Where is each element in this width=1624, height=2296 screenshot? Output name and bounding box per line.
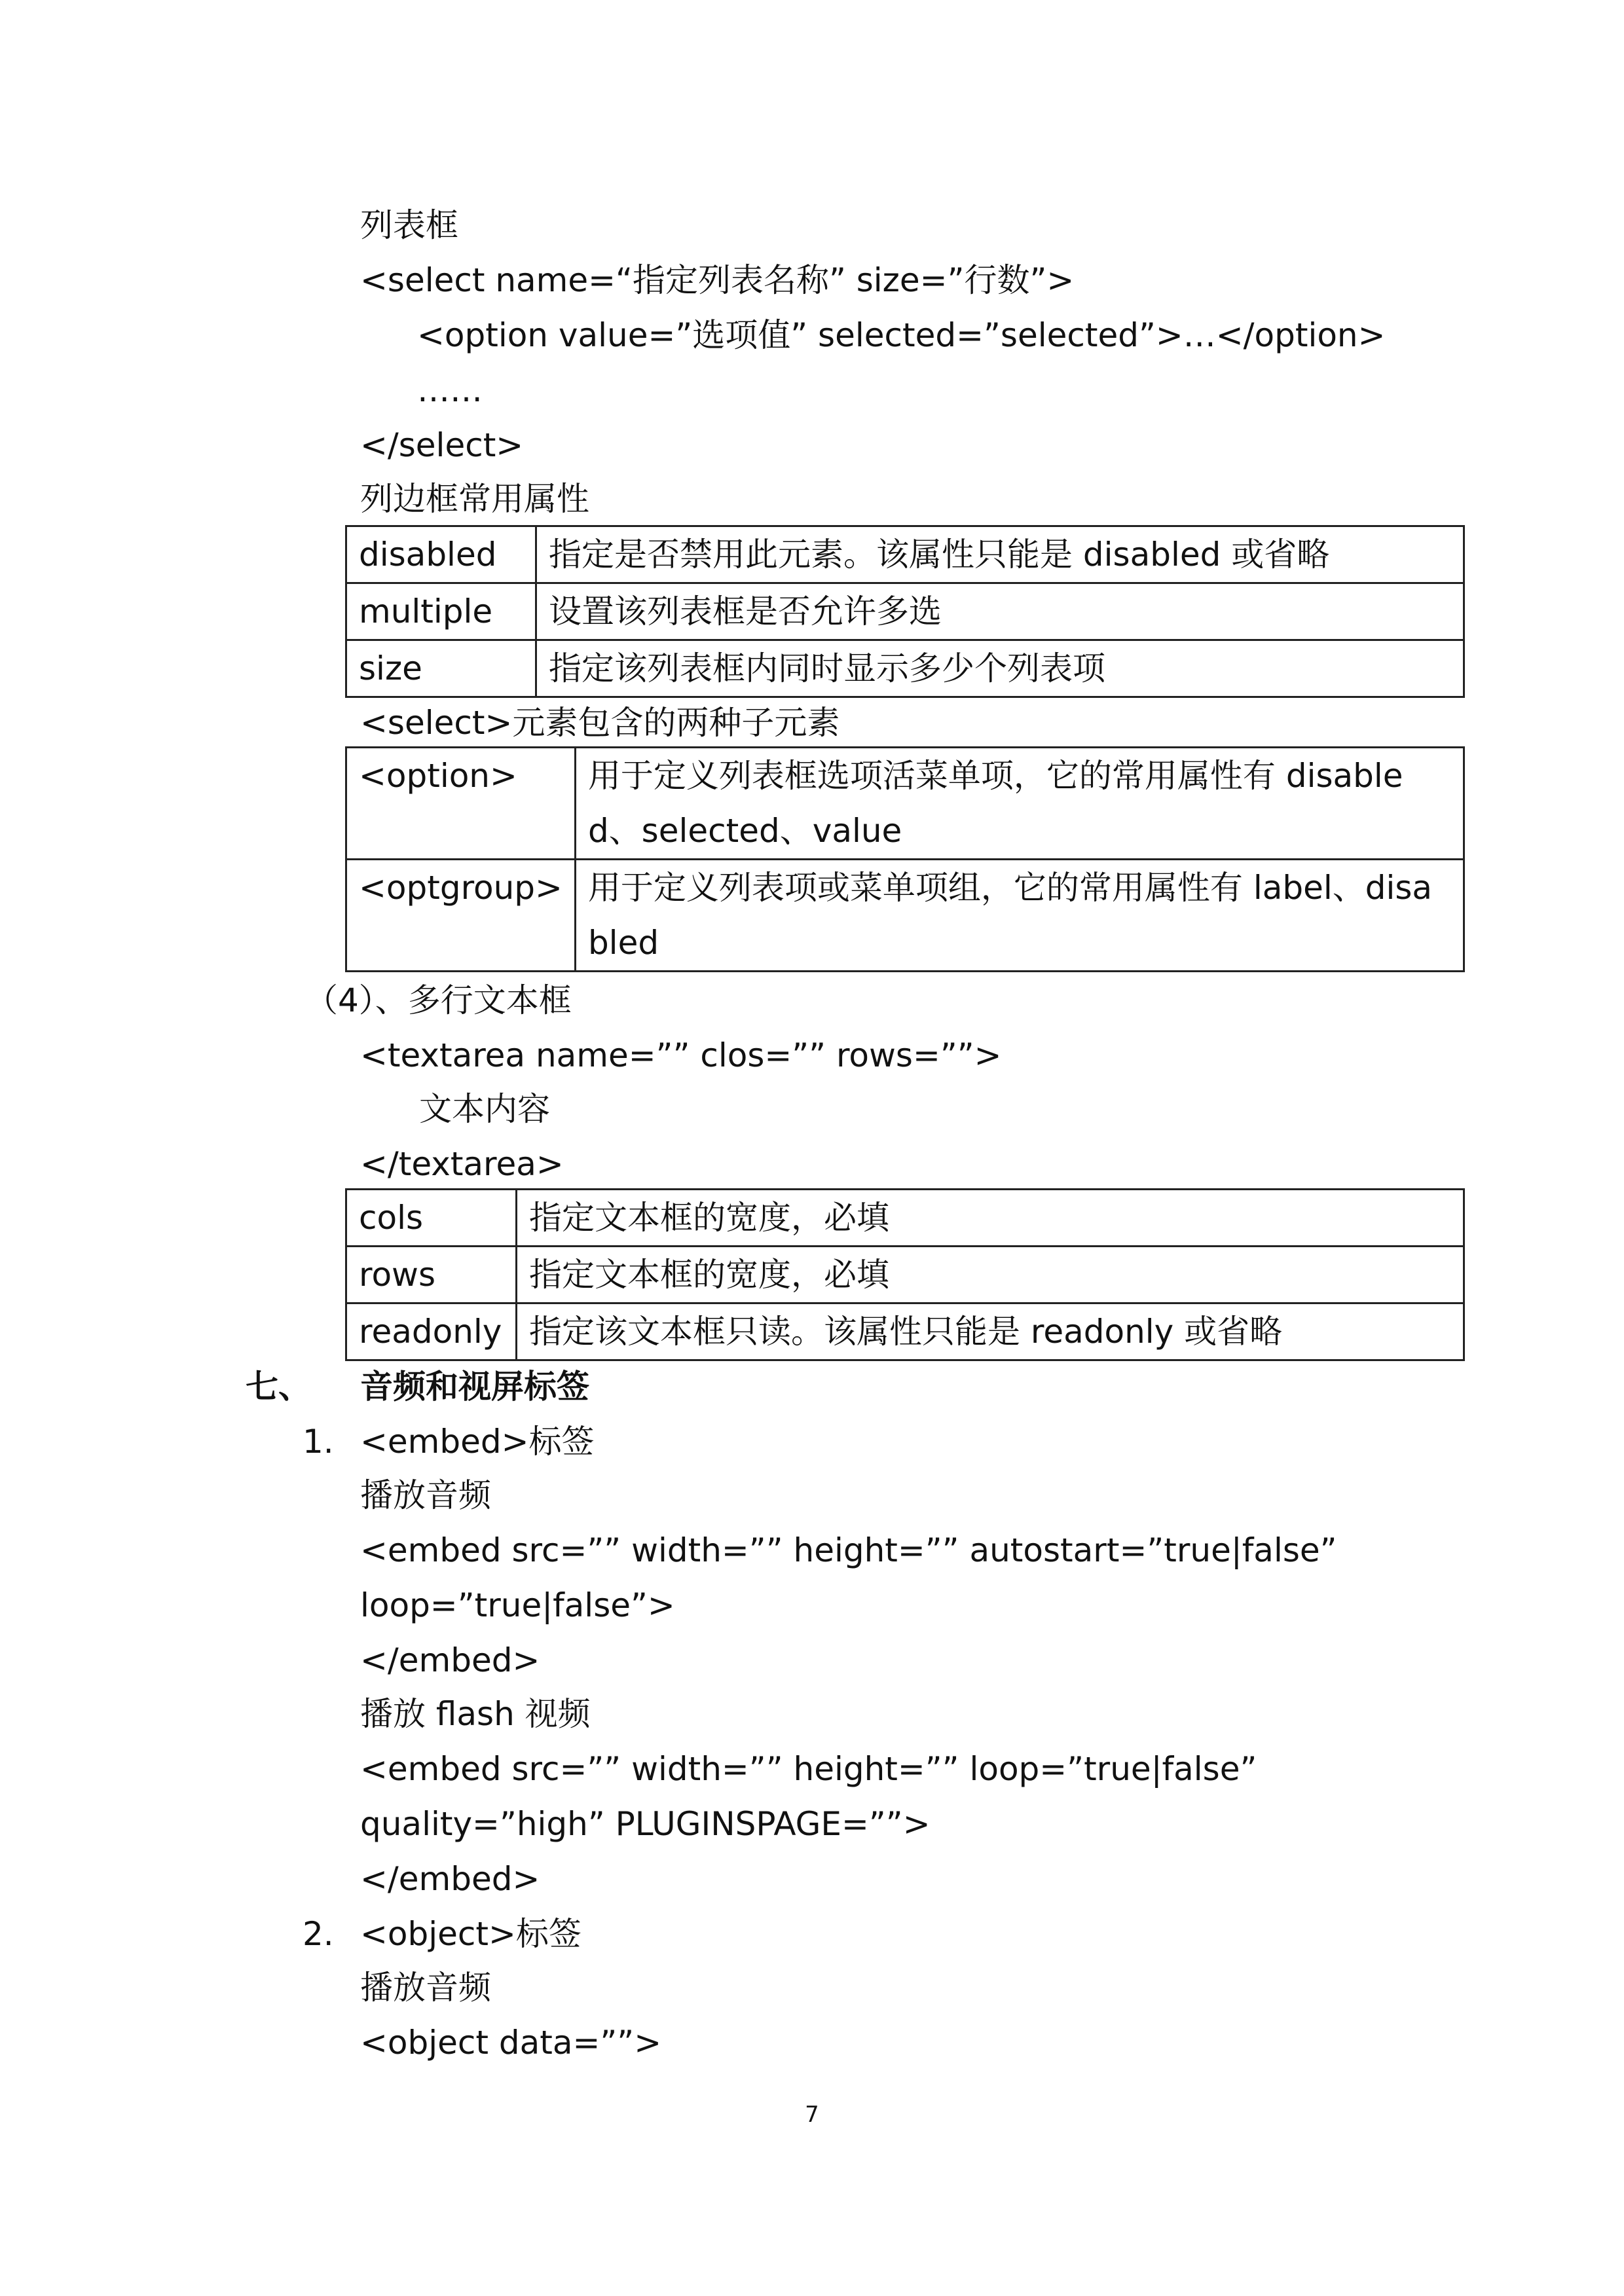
- child-name: <optgroup>: [346, 860, 576, 972]
- table-row: [346, 1303, 1464, 1360]
- attr-name: rows: [346, 1247, 517, 1303]
- attr-desc: 指定该列表框内同时显示多少个列表项: [536, 640, 1464, 697]
- embed-audio-code-1: <embed src=”” width=”” height=”” autostart=”true|false”: [360, 1531, 1337, 1569]
- select-attrs-table: [345, 525, 1465, 698]
- child-name: <option>: [346, 748, 576, 860]
- attr-name: size: [346, 640, 536, 697]
- page-number: 7: [805, 2102, 819, 2128]
- embed-flash-heading: 播放 flash 视频: [360, 1695, 591, 1733]
- chapter-number: 七、: [246, 1368, 311, 1406]
- select-heading: 列表框: [360, 206, 458, 244]
- textarea-code-content: 文本内容: [419, 1090, 550, 1128]
- embed-flash-code-2: quality=”high” PLUGINSPAGE=””>: [360, 1805, 931, 1843]
- table-row: [346, 640, 1464, 697]
- embed-title: <embed>标签: [360, 1423, 595, 1461]
- select-code-option: <option value=”选项值” selected=”selected”>…</option>: [417, 316, 1386, 354]
- chapter-title: 音频和视屏标签: [360, 1368, 589, 1406]
- embed-audio-heading: 播放音频: [360, 1476, 491, 1514]
- child-desc: 用于定义列表框选项活菜单项，它的常用属性有 disabled、selected、value: [575, 748, 1464, 860]
- attr-desc: 指定文本框的宽度，必填: [517, 1247, 1464, 1303]
- textarea-heading: （4）、多行文本框: [305, 981, 572, 1019]
- attr-name: disabled: [346, 526, 536, 583]
- select-attrs-heading: 列边框常用属性: [360, 480, 589, 518]
- embed-audio-code-3: </embed>: [360, 1641, 540, 1679]
- select-children-heading: <select>元素包含的两种子元素: [360, 704, 840, 742]
- textarea-code-open: <textarea name=”” clos=”” rows=””>: [360, 1036, 1002, 1074]
- select-code-ellipsis: ……: [417, 371, 483, 409]
- table-row: [346, 526, 1464, 583]
- attr-name: cols: [346, 1190, 517, 1247]
- object-number: 2.: [303, 1915, 334, 1953]
- attr-desc: 指定该文本框只读。该属性只能是 readonly 或省略: [517, 1303, 1464, 1360]
- object-code-1: <object data=””>: [360, 2024, 662, 2062]
- table-row: [346, 860, 1464, 972]
- select-code-close: </select>: [360, 426, 524, 464]
- textarea-code-close: </textarea>: [360, 1145, 564, 1183]
- child-desc: 用于定义列表项或菜单项组，它的常用属性有 label、disabled: [575, 860, 1464, 972]
- embed-number: 1.: [303, 1423, 334, 1461]
- attr-desc: 设置该列表框是否允许多选: [536, 583, 1464, 640]
- textarea-attrs-table: [345, 1188, 1465, 1361]
- select-code-open: <select name=“指定列表名称” size=”行数”>: [360, 261, 1075, 299]
- table-row: [346, 1247, 1464, 1303]
- attr-name: multiple: [346, 583, 536, 640]
- object-audio-heading: 播放音频: [360, 1969, 491, 2007]
- object-title: <object>标签: [360, 1915, 581, 1953]
- attr-desc: 指定是否禁用此元素。该属性只能是 disabled 或省略: [536, 526, 1464, 583]
- table-row: [346, 583, 1464, 640]
- attr-desc: 指定文本框的宽度，必填: [517, 1190, 1464, 1247]
- table-row: [346, 748, 1464, 860]
- embed-audio-code-2: loop=”true|false”>: [360, 1586, 675, 1624]
- table-row: [346, 1190, 1464, 1247]
- select-children-table: [345, 746, 1465, 972]
- embed-flash-code-1: <embed src=”” width=”” height=”” loop=”true|false”: [360, 1750, 1257, 1788]
- attr-name: readonly: [346, 1303, 517, 1360]
- embed-flash-code-3: </embed>: [360, 1860, 540, 1898]
